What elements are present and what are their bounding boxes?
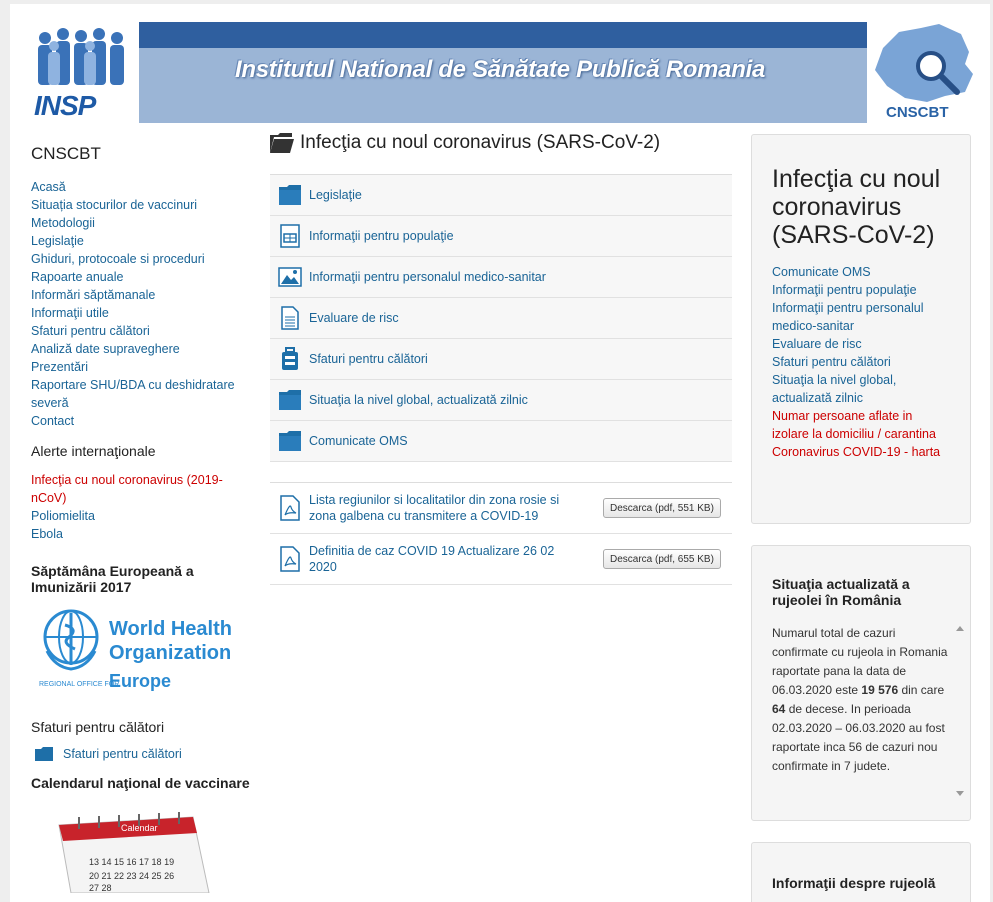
sidebar-link-ghiduri[interactable]: Ghiduri, protocoale si proceduri [31, 252, 205, 266]
link-populatie[interactable]: Informaţii pentru populaţie [772, 283, 917, 297]
category-link-legislatie[interactable]: Legislaţie [309, 188, 362, 202]
calendar-label: Calendar [121, 823, 158, 833]
immunization-week-title: Săptămâna Europeană a Imunizării 2017 [31, 563, 194, 595]
coronavirus-link-item[interactable] [772, 299, 950, 335]
folder-icon [278, 388, 302, 412]
sidebar-item[interactable] [31, 376, 251, 412]
who-region: Europe [109, 671, 172, 691]
download-button[interactable]: Descarca (pdf, 655 KB) [603, 549, 721, 569]
alert-link-polio[interactable]: Poliomielita [31, 509, 95, 523]
sidebar-link-prezentari[interactable]: Prezentări [31, 360, 88, 374]
measles-text-part: de decese. In perioada 02.03.2020 – 06.03.2020 au fost raportate inca 56 de cazuri nou confirmate in 7 judete. [772, 702, 945, 773]
folder-icon [278, 183, 302, 207]
luggage-icon [278, 347, 302, 371]
measles-text [772, 624, 954, 776]
category-item[interactable] [270, 257, 732, 298]
category-list [270, 174, 732, 462]
newspaper-icon [278, 224, 302, 248]
sidebar-item[interactable] [31, 412, 251, 430]
measles-info-title: Informaţii despre rujeolă [772, 875, 936, 891]
sidebar-link-sfaturi[interactable]: Sfaturi pentru călători [31, 324, 150, 338]
category-item[interactable] [270, 298, 732, 339]
people-icon [33, 26, 133, 90]
document-list [270, 482, 732, 585]
link-evaluare[interactable]: Evaluare de risc [772, 337, 862, 351]
insp-logo[interactable] [27, 22, 139, 123]
sidebar-link-metodologii[interactable]: Metodologii [31, 216, 95, 230]
sidebar-link-stocuri[interactable]: Situația stocurilor de vaccinuri [31, 198, 198, 212]
header-banner [27, 22, 987, 123]
sidebar-link-informatii[interactable]: Informaţii utile [31, 306, 109, 320]
scrollbar[interactable] [956, 626, 964, 796]
coronavirus-link-item[interactable] [772, 353, 950, 371]
insp-logo-text: INSP [34, 90, 96, 121]
document-icon [278, 306, 302, 330]
coronavirus-box [751, 134, 971, 524]
alert-item[interactable] [31, 471, 251, 507]
measles-box [751, 545, 971, 821]
measles-box-title: Situaţia actualizată a rujeolei în România [772, 576, 910, 608]
sidebar-link-contact[interactable]: Contact [31, 414, 75, 428]
cnscbt-logo[interactable] [869, 22, 987, 123]
alerts-list [31, 471, 251, 543]
alert-link-ebola[interactable]: Ebola [31, 527, 63, 541]
travel-link[interactable]: Sfaturi pentru călători [63, 747, 182, 761]
download-button[interactable]: Descarca (pdf, 551 KB) [603, 498, 721, 518]
page [10, 4, 990, 902]
sidebar-title: CNSCBT [31, 144, 101, 163]
category-item[interactable] [270, 421, 732, 462]
document-link-zona-rosie[interactable]: Lista regiunilor si localitatilor din zona rosie si zona galbena cu transmitere a COVID-19 [309, 493, 560, 523]
sidebar-menu [31, 178, 251, 430]
svg-text:27 28: 27 28 [89, 883, 112, 893]
calendar-title: Calendarul naţional de vaccinare [31, 775, 250, 791]
page-title-text: Infecţia cu noul coronavirus (SARS-CoV-2) [300, 132, 661, 153]
main-content [270, 132, 732, 585]
scroll-down-icon[interactable] [956, 791, 964, 796]
link-personal[interactable]: Informaţii pentru personalul medico-sanitar [772, 301, 924, 333]
sidebar-item[interactable] [31, 178, 251, 196]
who-europe-logo[interactable] [39, 607, 239, 703]
alert-item[interactable] [31, 507, 251, 525]
travel-title: Sfaturi pentru călători [31, 719, 165, 735]
link-comunicate-oms[interactable]: Comunicate OMS [772, 265, 871, 279]
sidebar-item[interactable] [31, 340, 251, 358]
sidebar-item[interactable] [31, 322, 251, 340]
coronavirus-link-item[interactable] [772, 371, 950, 407]
category-link-global[interactable]: Situaţia la nivel global, actualizată zilnic [309, 393, 528, 407]
category-item[interactable] [270, 380, 732, 421]
measles-deaths: 64 [772, 702, 786, 716]
folder-open-icon [270, 133, 294, 153]
coronavirus-link-item[interactable] [772, 263, 950, 281]
alert-link-coronavirus[interactable]: Infecţia cu noul coronavirus (2019-nCoV) [31, 473, 223, 505]
sidebar-item[interactable] [31, 268, 251, 286]
calendar-icon [49, 803, 219, 893]
category-item[interactable] [270, 175, 732, 216]
sidebar-item[interactable] [31, 196, 251, 214]
link-izolare[interactable]: Numar persoane aflate in izolare la domiciliu / carantina [772, 409, 936, 441]
sidebar-item[interactable] [31, 286, 251, 304]
sidebar-link-legislatie[interactable]: Legislaţie [31, 234, 84, 248]
category-item[interactable] [270, 216, 732, 257]
category-link-personal[interactable]: Informaţii pentru personalul medico-sanitar [309, 270, 546, 284]
category-link-populatie[interactable]: Informaţii pentru populaţie [309, 229, 454, 243]
left-sidebar [31, 144, 251, 893]
travel-link-row[interactable] [35, 747, 251, 761]
who-name: World Health Organization [109, 618, 232, 664]
category-link-calatori[interactable]: Sfaturi pentru călători [309, 352, 428, 366]
coronavirus-link-item[interactable] [772, 281, 950, 299]
alerts-title: Alerte internaţionale [31, 443, 156, 459]
sidebar-item[interactable] [31, 304, 251, 322]
alert-item[interactable] [31, 525, 251, 543]
svg-text:20 21 22 23 24 25 26: 20 21 22 23 24 25 26 [89, 871, 175, 881]
site-title: Institutul National de Sănătate Publică Romania [235, 56, 765, 83]
sidebar-item[interactable] [31, 214, 251, 232]
category-link-oms[interactable]: Comunicate OMS [309, 434, 408, 448]
who-emblem-icon [39, 607, 103, 671]
measles-total-cases: 19 576 [861, 683, 899, 697]
banner-bar [139, 22, 867, 123]
who-subtitle: REGIONAL OFFICE FOR [39, 681, 120, 688]
link-harta[interactable]: Coronavirus COVID-19 - harta [772, 445, 941, 459]
coronavirus-link-item[interactable] [772, 407, 950, 443]
romania-map-icon [869, 22, 987, 106]
coronavirus-link-item[interactable] [772, 335, 950, 353]
folder-icon [35, 747, 53, 761]
coronavirus-links [772, 263, 950, 461]
scroll-up-icon[interactable] [956, 626, 964, 631]
calendar-image[interactable] [49, 803, 219, 893]
measles-text-part: din care [898, 683, 945, 697]
sidebar-link-rapoarte[interactable]: Rapoarte anuale [31, 270, 124, 284]
measles-info-box [751, 842, 971, 902]
coronavirus-link-item[interactable] [772, 443, 950, 461]
link-calatori[interactable]: Sfaturi pentru călători [772, 355, 891, 369]
sidebar-item[interactable] [31, 250, 251, 268]
link-global[interactable]: Situaţia la nivel global, actualizată zilnic [772, 373, 897, 405]
pdf-icon [278, 546, 302, 572]
sidebar-item[interactable] [31, 232, 251, 250]
page-title [270, 132, 732, 154]
document-link-definitia[interactable]: Definitia de caz COVID 19 Actualizare 26 02 2020 [309, 544, 555, 574]
image-icon [278, 265, 302, 289]
category-item[interactable] [270, 339, 732, 380]
category-link-evaluare[interactable]: Evaluare de risc [309, 311, 399, 325]
document-row [270, 534, 732, 585]
sidebar-link-acasa[interactable]: Acasă [31, 180, 66, 194]
measles-text-part: Numarul total de cazuri confirmate cu rujeola in Romania raportate pana la data de 06.03.2020 este [772, 626, 948, 697]
folder-icon [278, 429, 302, 453]
sidebar-item[interactable] [31, 358, 251, 376]
sidebar-link-informari[interactable]: Informări săptămanale [31, 288, 156, 302]
coronavirus-box-title: Infecţia cu noul coronavirus (SARS-CoV-2) [772, 165, 941, 249]
sidebar-link-raportare[interactable]: Raportare SHU/BDA cu deshidratare severă [31, 378, 235, 410]
pdf-icon [278, 495, 302, 521]
sidebar-link-analiza[interactable]: Analiză date supraveghere [31, 342, 180, 356]
cnscbt-logo-text: CNSCBT [886, 104, 949, 121]
document-row [270, 483, 732, 534]
svg-text:13 14 15 16 17 18 19: 13 14 15 16 17 18 19 [89, 857, 175, 867]
